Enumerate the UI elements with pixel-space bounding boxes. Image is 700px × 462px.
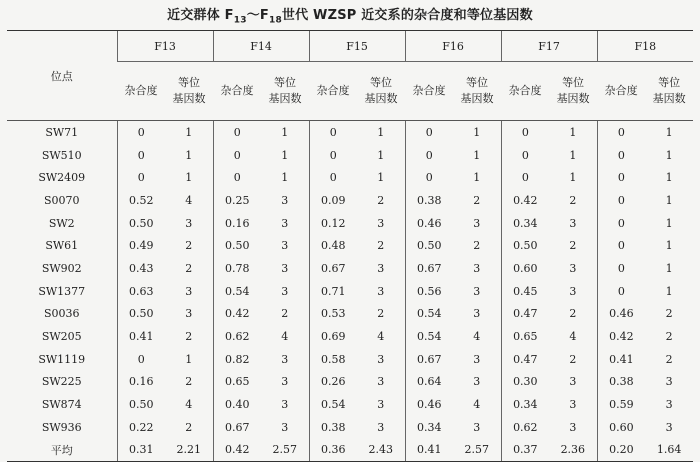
allele-count-cell: 1 <box>281 148 289 162</box>
heterozygosity-cell: 0 <box>213 166 261 189</box>
heterozygosity-cell: 0.65 <box>213 371 261 394</box>
heterozygosity-cell: 0.47 <box>501 303 549 326</box>
heterozygosity-cell: 0.34 <box>405 416 453 439</box>
heterozygosity-header: 杂合度 <box>501 62 549 121</box>
allele-count-cell: 2 <box>281 307 289 321</box>
heterozygosity-cell: 0.36 <box>309 439 357 462</box>
allele-count-cell: 3 <box>281 216 289 230</box>
allele-count-cell: 1 <box>377 125 385 139</box>
locus-name: S0070 <box>43 193 80 207</box>
heterozygosity-cell: 0 <box>117 144 165 167</box>
heterozygosity-cell: 0.67 <box>309 257 357 280</box>
allele-header-line1: 等位 <box>562 76 585 89</box>
heterozygosity-cell: 0.12 <box>309 212 357 235</box>
heterozygosity-cell: 0.38 <box>405 189 453 212</box>
allele-count-cell: 1 <box>665 148 673 162</box>
allele-count-cell: 3 <box>665 420 673 434</box>
allele-count-cell: 1 <box>185 171 193 185</box>
allele-count-cell: 1 <box>665 216 673 230</box>
heterozygosity-cell: 0.53 <box>309 303 357 326</box>
heterozygosity-cell: 0.50 <box>117 212 165 235</box>
table-row <box>7 189 693 212</box>
heterozygosity-cell: 0.67 <box>405 257 453 280</box>
heterozygosity-cell: 0.50 <box>117 393 165 416</box>
allele-count-cell: 2 <box>569 352 577 366</box>
allele-count-header <box>165 62 213 121</box>
heterozygosity-cell: 0.09 <box>309 189 357 212</box>
generation-header: F15 <box>309 31 405 62</box>
allele-count-cell: 1 <box>377 171 385 185</box>
allele-count-cell: 2 <box>665 330 673 344</box>
allele-count-cell: 3 <box>473 352 481 366</box>
heterozygosity-table <box>7 30 693 462</box>
heterozygosity-cell: 0.31 <box>117 439 165 462</box>
allele-count-cell: 3 <box>473 216 481 230</box>
allele-count-cell: 3 <box>377 284 385 298</box>
heterozygosity-cell: 0.47 <box>501 348 549 371</box>
heterozygosity-cell: 0 <box>501 121 549 144</box>
heterozygosity-cell: 0.49 <box>117 234 165 257</box>
heterozygosity-cell: 0 <box>309 121 357 144</box>
allele-count-cell: 1 <box>569 171 577 185</box>
locus-name: SW874 <box>41 398 82 412</box>
allele-count-cell: 1 <box>473 125 481 139</box>
generation-header: F17 <box>501 31 597 62</box>
allele-count-cell: 2 <box>473 239 481 253</box>
allele-count-cell: 3 <box>473 307 481 321</box>
heterozygosity-cell: 0.25 <box>213 189 261 212</box>
heterozygosity-cell: 0.60 <box>597 416 645 439</box>
title-sub-2: 18 <box>268 15 282 26</box>
heterozygosity-cell: 0 <box>597 189 645 212</box>
allele-count-cell: 3 <box>185 284 193 298</box>
locus-name: 平均 <box>7 439 117 462</box>
allele-count-cell: 3 <box>569 216 577 230</box>
allele-count-cell: 2 <box>185 261 193 275</box>
heterozygosity-cell: 0.71 <box>309 280 357 303</box>
heterozygosity-cell: 0.45 <box>501 280 549 303</box>
allele-count-cell: 1 <box>281 171 289 185</box>
allele-count-cell: 3 <box>569 261 577 275</box>
allele-count-cell: 1 <box>665 193 673 207</box>
allele-count-cell: 1 <box>185 352 193 366</box>
table-row <box>7 257 693 280</box>
title-sub-1: 13 <box>233 15 247 26</box>
heterozygosity-cell: 0 <box>309 166 357 189</box>
heterozygosity-cell: 0 <box>117 121 165 144</box>
heterozygosity-cell: 0.22 <box>117 416 165 439</box>
table-row <box>7 234 693 257</box>
allele-count-cell: 3 <box>185 216 193 230</box>
heterozygosity-header: 杂合度 <box>213 62 261 121</box>
heterozygosity-cell: 0.38 <box>309 416 357 439</box>
heterozygosity-cell: 0.54 <box>213 280 261 303</box>
allele-count-cell: 3 <box>473 375 481 389</box>
heterozygosity-cell: 0.50 <box>405 234 453 257</box>
allele-count-cell: 1 <box>377 148 385 162</box>
heterozygosity-cell: 0 <box>597 234 645 257</box>
heterozygosity-cell: 0 <box>405 144 453 167</box>
heterozygosity-header: 杂合度 <box>597 62 645 121</box>
allele-count-cell: 3 <box>281 239 289 253</box>
title-prefix: 近交群体 F <box>167 8 234 23</box>
heterozygosity-cell: 0.46 <box>405 212 453 235</box>
table-row <box>7 166 693 189</box>
allele-count-header <box>357 62 405 121</box>
heterozygosity-cell: 0 <box>597 121 645 144</box>
locus-name: SW61 <box>45 239 79 253</box>
table-row <box>7 121 693 144</box>
heterozygosity-cell: 0.26 <box>309 371 357 394</box>
heterozygosity-cell: 0.20 <box>597 439 645 462</box>
allele-count-cell: 3 <box>377 420 385 434</box>
heterozygosity-cell: 0.41 <box>405 439 453 462</box>
allele-count-cell: 3 <box>281 420 289 434</box>
heterozygosity-cell: 0.42 <box>597 325 645 348</box>
locus-name: SW1119 <box>38 352 86 366</box>
heterozygosity-cell: 0.16 <box>117 371 165 394</box>
heterozygosity-cell: 0 <box>117 348 165 371</box>
allele-count-cell: 3 <box>281 398 289 412</box>
allele-count-cell: 3 <box>665 375 673 389</box>
heterozygosity-cell: 0.54 <box>405 325 453 348</box>
heterozygosity-cell: 0.34 <box>501 393 549 416</box>
heterozygosity-cell: 0.62 <box>501 416 549 439</box>
allele-count-cell: 2 <box>569 307 577 321</box>
heterozygosity-cell: 0.46 <box>597 303 645 326</box>
allele-header-line2: 基因数 <box>556 92 590 105</box>
allele-count-cell: 2 <box>377 239 385 253</box>
allele-count-cell: 3 <box>569 420 577 434</box>
table-row <box>7 212 693 235</box>
title-mid: ～F <box>246 8 269 23</box>
table-body <box>7 121 693 462</box>
heterozygosity-cell: 0.30 <box>501 371 549 394</box>
allele-count-cell: 4 <box>281 330 289 344</box>
heterozygosity-cell: 0 <box>597 166 645 189</box>
heterozygosity-cell: 0.42 <box>501 189 549 212</box>
generation-header: F16 <box>405 31 501 62</box>
allele-count-cell: 2 <box>185 375 193 389</box>
allele-count-cell: 2 <box>377 193 385 207</box>
allele-count-cell: 2.57 <box>261 439 309 462</box>
table-row <box>7 144 693 167</box>
title-suffix: 世代 WZSP 近交系的杂合度和等位基因数 <box>281 8 533 23</box>
locus-name: SW2409 <box>38 171 86 185</box>
heterozygosity-cell: 0.34 <box>501 212 549 235</box>
heterozygosity-cell: 0.43 <box>117 257 165 280</box>
heterozygosity-cell: 0.69 <box>309 325 357 348</box>
heterozygosity-cell: 0.58 <box>309 348 357 371</box>
table-row <box>7 393 693 416</box>
heterozygosity-header: 杂合度 <box>117 62 165 121</box>
allele-count-header <box>645 62 693 121</box>
heterozygosity-cell: 0.41 <box>597 348 645 371</box>
allele-count-cell: 4 <box>185 193 193 207</box>
allele-count-cell: 1 <box>665 171 673 185</box>
heterozygosity-cell: 0.50 <box>117 303 165 326</box>
table-row <box>7 348 693 371</box>
locus-name: SW1377 <box>38 284 86 298</box>
locus-name: SW71 <box>45 125 79 139</box>
allele-count-cell: 3 <box>281 193 289 207</box>
heterozygosity-cell: 0.40 <box>213 393 261 416</box>
heterozygosity-cell: 0.50 <box>501 234 549 257</box>
heterozygosity-cell: 0.60 <box>501 257 549 280</box>
allele-count-cell: 1 <box>665 125 673 139</box>
heterozygosity-cell: 0 <box>501 166 549 189</box>
heterozygosity-cell: 0.65 <box>501 325 549 348</box>
allele-count-cell: 3 <box>569 398 577 412</box>
heterozygosity-cell: 0 <box>597 257 645 280</box>
allele-count-cell: 1 <box>569 125 577 139</box>
heterozygosity-cell: 0.41 <box>117 325 165 348</box>
allele-count-cell: 3 <box>377 261 385 275</box>
allele-count-cell: 4 <box>569 330 577 344</box>
heterozygosity-cell: 0.46 <box>405 393 453 416</box>
heterozygosity-cell: 0.64 <box>405 371 453 394</box>
allele-header-line2: 基因数 <box>268 92 302 105</box>
heterozygosity-cell: 0 <box>117 166 165 189</box>
heterozygosity-cell: 0.16 <box>213 212 261 235</box>
allele-count-cell: 2 <box>665 352 673 366</box>
heterozygosity-cell: 0.59 <box>597 393 645 416</box>
heterozygosity-cell: 0.78 <box>213 257 261 280</box>
allele-header-line1: 等位 <box>274 76 297 89</box>
locus-header: 位点 <box>7 31 117 121</box>
allele-count-cell: 2 <box>569 239 577 253</box>
allele-header-line2: 基因数 <box>652 92 686 105</box>
heterozygosity-cell: 0.38 <box>597 371 645 394</box>
allele-count-header <box>549 62 597 121</box>
allele-count-cell: 3 <box>569 375 577 389</box>
heterozygosity-cell: 0 <box>213 144 261 167</box>
allele-header-line1: 等位 <box>466 76 489 89</box>
allele-count-cell: 2 <box>665 307 673 321</box>
allele-count-cell: 2.57 <box>453 439 501 462</box>
table-row <box>7 371 693 394</box>
allele-count-cell: 1 <box>569 148 577 162</box>
allele-count-cell: 4 <box>377 330 385 344</box>
allele-count-cell: 1 <box>665 239 673 253</box>
heterozygosity-cell: 0.56 <box>405 280 453 303</box>
heterozygosity-cell: 0 <box>213 121 261 144</box>
allele-count-cell: 3 <box>377 352 385 366</box>
allele-count-cell: 1 <box>473 171 481 185</box>
heterozygosity-cell: 0 <box>597 280 645 303</box>
generation-header: F18 <box>597 31 693 62</box>
heterozygosity-cell: 0.48 <box>309 234 357 257</box>
heterozygosity-cell: 0.54 <box>405 303 453 326</box>
allele-count-cell: 1 <box>665 284 673 298</box>
locus-name: SW510 <box>41 148 82 162</box>
allele-count-cell: 3 <box>185 307 193 321</box>
locus-name: S0036 <box>43 307 80 321</box>
heterozygosity-cell: 0.63 <box>117 280 165 303</box>
generation-header-row <box>7 31 693 62</box>
allele-count-cell: 1 <box>473 148 481 162</box>
allele-count-cell: 3 <box>377 375 385 389</box>
allele-count-cell: 3 <box>281 352 289 366</box>
allele-count-cell: 3 <box>281 261 289 275</box>
allele-count-cell: 3 <box>473 284 481 298</box>
allele-count-cell: 3 <box>569 284 577 298</box>
heterozygosity-cell: 0 <box>597 212 645 235</box>
generation-header: F13 <box>117 31 213 62</box>
table-row <box>7 416 693 439</box>
heterozygosity-header: 杂合度 <box>309 62 357 121</box>
allele-count-cell: 1 <box>185 148 193 162</box>
heterozygosity-cell: 0.54 <box>309 393 357 416</box>
allele-count-cell: 3 <box>377 216 385 230</box>
allele-header-line1: 等位 <box>658 76 681 89</box>
allele-count-cell: 3 <box>377 398 385 412</box>
allele-count-cell: 2.43 <box>357 439 405 462</box>
allele-header-line2: 基因数 <box>364 92 398 105</box>
heterozygosity-cell: 0 <box>309 144 357 167</box>
allele-count-cell: 3 <box>473 261 481 275</box>
heterozygosity-cell: 0 <box>597 144 645 167</box>
heterozygosity-cell: 0.67 <box>213 416 261 439</box>
allele-count-cell: 2.36 <box>549 439 597 462</box>
allele-count-cell: 2.21 <box>165 439 213 462</box>
allele-header-line1: 等位 <box>178 76 200 89</box>
allele-header-line2: 基因数 <box>172 92 206 105</box>
locus-name: SW225 <box>41 375 82 389</box>
table-row <box>7 303 693 326</box>
heterozygosity-cell: 0.82 <box>213 348 261 371</box>
allele-count-cell: 4 <box>473 398 481 412</box>
allele-count-cell: 1 <box>665 261 673 275</box>
allele-count-cell: 1.64 <box>645 439 693 462</box>
heterozygosity-cell: 0.52 <box>117 189 165 212</box>
locus-name: SW205 <box>41 330 82 344</box>
locus-name: SW936 <box>41 420 82 434</box>
allele-count-cell: 2 <box>569 193 577 207</box>
allele-count-cell: 3 <box>281 284 289 298</box>
allele-count-cell: 2 <box>473 193 481 207</box>
allele-count-cell: 3 <box>473 420 481 434</box>
heterozygosity-cell: 0.62 <box>213 325 261 348</box>
allele-count-cell: 4 <box>473 330 481 344</box>
table-row <box>7 325 693 348</box>
allele-count-header <box>261 62 309 121</box>
average-row <box>7 439 693 462</box>
heterozygosity-cell: 0.42 <box>213 303 261 326</box>
heterozygosity-cell: 0.37 <box>501 439 549 462</box>
allele-count-cell: 3 <box>281 375 289 389</box>
table-row <box>7 280 693 303</box>
allele-count-cell: 2 <box>185 330 193 344</box>
allele-count-cell: 2 <box>185 420 193 434</box>
allele-count-header <box>453 62 501 121</box>
heterozygosity-cell: 0.42 <box>213 439 261 462</box>
allele-count-cell: 2 <box>185 239 193 253</box>
allele-count-cell: 2 <box>377 307 385 321</box>
heterozygosity-cell: 0 <box>405 121 453 144</box>
table-title <box>0 4 700 26</box>
heterozygosity-cell: 0 <box>501 144 549 167</box>
allele-count-cell: 3 <box>665 398 673 412</box>
locus-name: SW902 <box>41 261 82 275</box>
heterozygosity-header: 杂合度 <box>405 62 453 121</box>
allele-count-cell: 1 <box>281 125 289 139</box>
heterozygosity-cell: 0.50 <box>213 234 261 257</box>
locus-name: SW2 <box>48 216 75 230</box>
generation-header: F14 <box>213 31 309 62</box>
allele-count-cell: 1 <box>185 125 193 139</box>
heterozygosity-cell: 0.67 <box>405 348 453 371</box>
allele-header-line2: 基因数 <box>460 92 494 105</box>
allele-count-cell: 4 <box>185 398 193 412</box>
allele-header-line1: 等位 <box>370 76 393 89</box>
heterozygosity-cell: 0 <box>405 166 453 189</box>
